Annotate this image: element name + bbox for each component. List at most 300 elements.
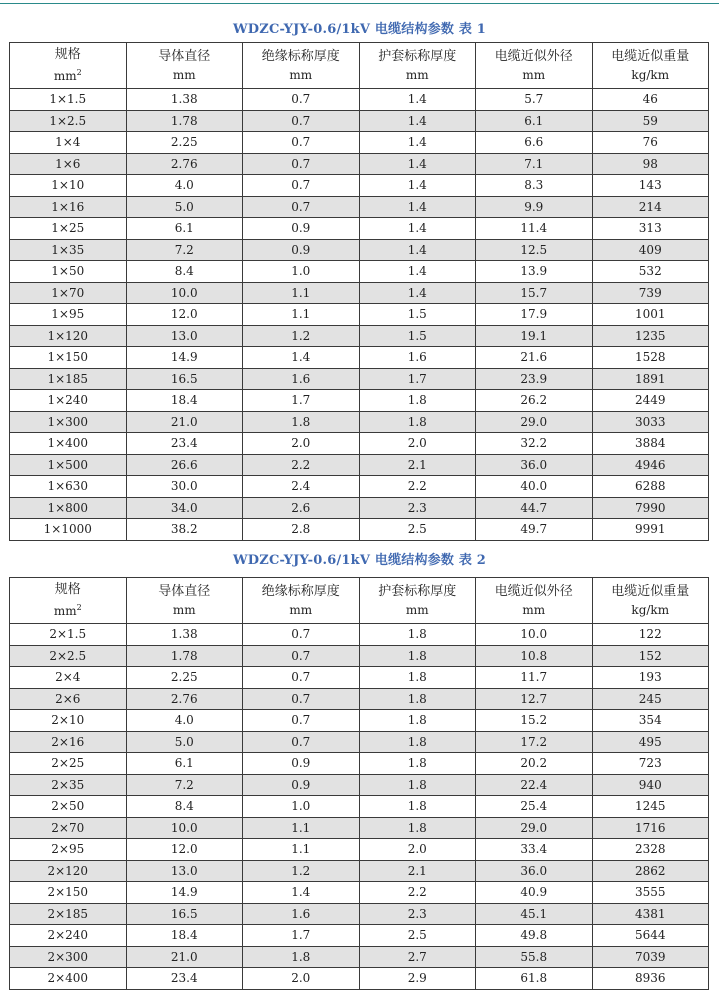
header-cell [592,43,709,89]
table-row [10,175,709,197]
value-cell: 1.4 [359,282,476,304]
spec-cell: 1×35 [10,239,127,261]
value-cell: 5644 [592,925,709,947]
header-label: 绝缘标称厚度 [261,583,340,599]
value-cell: 1.1 [243,282,360,304]
table-row [10,946,709,968]
value-cell: 0.7 [243,710,360,732]
value-cell: 1245 [592,796,709,818]
value-cell: 22.4 [476,774,593,796]
value-cell: 14.9 [126,882,243,904]
value-cell: 193 [592,667,709,689]
table-row [10,110,709,132]
table-row [10,239,709,261]
spec-cell: 2×35 [10,774,127,796]
header-label: 规格 [54,47,81,62]
value-cell: 940 [592,774,709,796]
header-unit: mm [172,602,196,617]
value-cell: 7990 [592,497,709,519]
header-unit: kg/km [631,602,670,617]
value-cell: 1.4 [359,261,476,283]
spec-cell: 1×4 [10,132,127,154]
header-cell [243,43,360,89]
value-cell: 4381 [592,903,709,925]
value-cell: 11.4 [476,218,593,240]
spec-cell: 2×120 [10,860,127,882]
header-cell [10,43,127,89]
header-unit: mm [289,602,313,617]
spec-cell: 1×2.5 [10,110,127,132]
value-cell: 409 [592,239,709,261]
value-cell: 61.8 [476,968,593,990]
value-cell: 30.0 [126,476,243,498]
value-cell: 34.0 [126,497,243,519]
value-cell: 2328 [592,839,709,861]
value-cell: 1001 [592,304,709,326]
header-label: 导体直径 [158,48,211,64]
value-cell: 9.9 [476,196,593,218]
header-cell [243,578,360,624]
table-row [10,839,709,861]
value-cell: 17.2 [476,731,593,753]
value-cell: 55.8 [476,946,593,968]
header-unit: $mm^2$ [53,603,82,618]
value-cell: 2.9 [359,968,476,990]
value-cell: 2.3 [359,903,476,925]
value-cell: 2.1 [359,860,476,882]
spec-cell: 1×630 [10,476,127,498]
table-row [10,645,709,667]
table-header-row [10,43,709,89]
value-cell: 13.9 [476,261,593,283]
value-cell: 2862 [592,860,709,882]
value-cell: 0.7 [243,731,360,753]
value-cell: 1.4 [359,175,476,197]
value-cell: 1.7 [243,925,360,947]
value-cell: 36.0 [476,454,593,476]
value-cell: 5.7 [476,89,593,111]
value-cell: 40.0 [476,476,593,498]
value-cell: 20.2 [476,753,593,775]
value-cell: 29.0 [476,411,593,433]
value-cell: 2.2 [359,882,476,904]
value-cell: 18.4 [126,925,243,947]
value-cell: 11.7 [476,667,593,689]
value-cell: 1.8 [359,667,476,689]
value-cell: 23.4 [126,968,243,990]
table-row [10,710,709,732]
value-cell: 122 [592,624,709,646]
table-row [10,347,709,369]
value-cell: 1.2 [243,860,360,882]
value-cell: 1.8 [359,411,476,433]
value-cell: 1.4 [359,110,476,132]
header-label: 导体直径 [158,583,211,599]
header-unit: kg/km [631,67,670,82]
value-cell: 532 [592,261,709,283]
value-cell: 59 [592,110,709,132]
value-cell: 46 [592,89,709,111]
value-cell: 8.4 [126,796,243,818]
value-cell: 0.7 [243,667,360,689]
value-cell: 18.4 [126,390,243,412]
header-label: 护套标称厚度 [378,48,457,64]
value-cell: 1.8 [359,688,476,710]
table-1-caption [0,18,719,37]
value-cell: 0.7 [243,110,360,132]
value-cell: 2.0 [359,433,476,455]
value-cell: 1.7 [359,368,476,390]
spec-cell: 2×400 [10,968,127,990]
value-cell: 0.7 [243,688,360,710]
value-cell: 1.5 [359,325,476,347]
value-cell: 8.4 [126,261,243,283]
value-cell: 1.4 [359,239,476,261]
table-2-title: WDZC-YJY-0.6/1kV 电缆结构参数 表 2 [232,553,486,568]
top-divider [0,3,719,4]
value-cell: 2.76 [126,688,243,710]
value-cell: 2.2 [243,454,360,476]
header-cell [359,43,476,89]
value-cell: 4946 [592,454,709,476]
value-cell: 4.0 [126,710,243,732]
value-cell: 6.1 [476,110,593,132]
spec-cell: 2×25 [10,753,127,775]
table-header-row [10,578,709,624]
value-cell: 1.8 [243,411,360,433]
table-row [10,132,709,154]
value-cell: 3555 [592,882,709,904]
table-row [10,153,709,175]
value-cell: 1.4 [243,347,360,369]
value-cell: 1.4 [359,132,476,154]
table-row [10,860,709,882]
spec-table-1 [9,42,709,541]
header-unit: $mm^2$ [53,68,82,83]
value-cell: 1.4 [359,196,476,218]
value-cell: 1.8 [359,390,476,412]
table-row [10,282,709,304]
value-cell: 6.1 [126,218,243,240]
value-cell: 12.5 [476,239,593,261]
header-label: 绝缘标称厚度 [261,48,340,64]
spec-cell: 1×240 [10,390,127,412]
table-row [10,731,709,753]
table-row [10,476,709,498]
value-cell: 1.6 [243,903,360,925]
value-cell: 8936 [592,968,709,990]
value-cell: 26.6 [126,454,243,476]
value-cell: 2.3 [359,497,476,519]
value-cell: 0.7 [243,624,360,646]
value-cell: 143 [592,175,709,197]
value-cell: 1.0 [243,796,360,818]
spec-cell: 1×300 [10,411,127,433]
value-cell: 2.4 [243,476,360,498]
table-row [10,390,709,412]
header-label: 电缆近似重量 [611,48,690,64]
value-cell: 2.8 [243,519,360,541]
value-cell: 49.8 [476,925,593,947]
spec-cell: 1×500 [10,454,127,476]
header-cell [126,43,243,89]
value-cell: 0.7 [243,645,360,667]
value-cell: 1.8 [359,731,476,753]
value-cell: 1716 [592,817,709,839]
value-cell: 0.9 [243,218,360,240]
value-cell: 1.8 [359,774,476,796]
header-unit: mm [172,67,196,82]
spec-cell: 2×95 [10,839,127,861]
value-cell: 2.25 [126,132,243,154]
value-cell: 21.0 [126,411,243,433]
value-cell: 5.0 [126,731,243,753]
value-cell: 2.0 [243,968,360,990]
header-label: 规格 [54,582,81,597]
header-label: 电缆近似重量 [611,583,690,599]
value-cell: 1.4 [359,218,476,240]
header-unit: mm [405,67,429,82]
table-row [10,817,709,839]
header-unit: mm [405,602,429,617]
spec-cell: 2×50 [10,796,127,818]
value-cell: 245 [592,688,709,710]
table-row [10,667,709,689]
value-cell: 1.1 [243,839,360,861]
value-cell: 8.3 [476,175,593,197]
spec-cell: 2×2.5 [10,645,127,667]
value-cell: 10.0 [126,817,243,839]
value-cell: 1891 [592,368,709,390]
value-cell: 12.7 [476,688,593,710]
value-cell: 0.9 [243,753,360,775]
table-2-caption [0,549,719,568]
header-cell [476,43,593,89]
value-cell: 2.25 [126,667,243,689]
spec-cell: 1×800 [10,497,127,519]
table-row [10,454,709,476]
value-cell: 723 [592,753,709,775]
value-cell: 40.9 [476,882,593,904]
value-cell: 354 [592,710,709,732]
table-row [10,261,709,283]
spec-cell: 1×150 [10,347,127,369]
value-cell: 13.0 [126,860,243,882]
header-cell [592,578,709,624]
value-cell: 26.2 [476,390,593,412]
value-cell: 1.4 [359,89,476,111]
value-cell: 49.7 [476,519,593,541]
value-cell: 1235 [592,325,709,347]
value-cell: 10.0 [126,282,243,304]
spec-cell: 2×240 [10,925,127,947]
table-row [10,304,709,326]
value-cell: 3884 [592,433,709,455]
table-row [10,368,709,390]
value-cell: 1528 [592,347,709,369]
value-cell: 1.1 [243,817,360,839]
value-cell: 15.2 [476,710,593,732]
value-cell: 98 [592,153,709,175]
table-row [10,433,709,455]
value-cell: 76 [592,132,709,154]
value-cell: 2.5 [359,925,476,947]
value-cell: 38.2 [126,519,243,541]
value-cell: 1.2 [243,325,360,347]
value-cell: 2.1 [359,454,476,476]
value-cell: 0.9 [243,774,360,796]
value-cell: 1.38 [126,624,243,646]
spec-table-2 [9,577,709,990]
value-cell: 1.8 [359,624,476,646]
header-unit: mm [522,67,546,82]
header-cell [126,578,243,624]
value-cell: 25.4 [476,796,593,818]
value-cell: 16.5 [126,903,243,925]
value-cell: 313 [592,218,709,240]
value-cell: 739 [592,282,709,304]
value-cell: 17.9 [476,304,593,326]
value-cell: 4.0 [126,175,243,197]
value-cell: 2.0 [243,433,360,455]
value-cell: 1.78 [126,110,243,132]
value-cell: 1.8 [359,796,476,818]
value-cell: 1.4 [359,153,476,175]
value-cell: 2.76 [126,153,243,175]
value-cell: 1.5 [359,304,476,326]
value-cell: 5.0 [126,196,243,218]
value-cell: 1.4 [243,882,360,904]
header-cell [359,578,476,624]
value-cell: 2.6 [243,497,360,519]
spec-cell: 1×6 [10,153,127,175]
value-cell: 1.6 [243,368,360,390]
header-label: 护套标称厚度 [378,583,457,599]
header-unit: mm [289,67,313,82]
spec-cell: 2×300 [10,946,127,968]
value-cell: 1.8 [243,946,360,968]
value-cell: 10.8 [476,645,593,667]
value-cell: 2449 [592,390,709,412]
table-row [10,218,709,240]
value-cell: 0.7 [243,196,360,218]
spec-cell: 2×6 [10,688,127,710]
value-cell: 7.1 [476,153,593,175]
value-cell: 1.8 [359,753,476,775]
table-row [10,497,709,519]
value-cell: 0.7 [243,153,360,175]
value-cell: 45.1 [476,903,593,925]
spec-cell: 1×400 [10,433,127,455]
value-cell: 1.8 [359,710,476,732]
spec-cell: 1×185 [10,368,127,390]
spec-cell: 1×25 [10,218,127,240]
value-cell: 495 [592,731,709,753]
header-label: 电缆近似外径 [494,583,573,599]
table-row [10,903,709,925]
table-row [10,753,709,775]
value-cell: 1.78 [126,645,243,667]
table-row [10,774,709,796]
value-cell: 6288 [592,476,709,498]
spec-cell: 1×95 [10,304,127,326]
table-row [10,882,709,904]
value-cell: 3033 [592,411,709,433]
spec-cell: 1×10 [10,175,127,197]
value-cell: 1.8 [359,645,476,667]
value-cell: 1.1 [243,304,360,326]
value-cell: 0.7 [243,132,360,154]
table-row [10,325,709,347]
value-cell: 7039 [592,946,709,968]
value-cell: 10.0 [476,624,593,646]
value-cell: 1.0 [243,261,360,283]
table-row [10,624,709,646]
spec-cell: 2×1.5 [10,624,127,646]
value-cell: 23.9 [476,368,593,390]
value-cell: 1.6 [359,347,476,369]
value-cell: 29.0 [476,817,593,839]
value-cell: 16.5 [126,368,243,390]
value-cell: 21.0 [126,946,243,968]
value-cell: 32.2 [476,433,593,455]
spec-cell: 1×1000 [10,519,127,541]
value-cell: 6.6 [476,132,593,154]
table-row [10,411,709,433]
value-cell: 19.1 [476,325,593,347]
value-cell: 7.2 [126,774,243,796]
value-cell: 0.7 [243,175,360,197]
value-cell: 6.1 [126,753,243,775]
table-row [10,925,709,947]
value-cell: 33.4 [476,839,593,861]
value-cell: 14.9 [126,347,243,369]
value-cell: 2.7 [359,946,476,968]
spec-cell: 1×16 [10,196,127,218]
spec-cell: 2×4 [10,667,127,689]
table-row [10,796,709,818]
header-label: 电缆近似外径 [494,48,573,64]
value-cell: 1.38 [126,89,243,111]
table-row [10,196,709,218]
spec-cell: 2×10 [10,710,127,732]
header-cell [10,578,127,624]
spec-cell: 2×150 [10,882,127,904]
value-cell: 44.7 [476,497,593,519]
value-cell: 15.7 [476,282,593,304]
table-1-title: WDZC-YJY-0.6/1kV 电缆结构参数 表 1 [232,22,486,37]
value-cell: 9991 [592,519,709,541]
spec-cell: 1×120 [10,325,127,347]
value-cell: 0.7 [243,89,360,111]
header-unit: mm [522,602,546,617]
value-cell: 36.0 [476,860,593,882]
value-cell: 2.5 [359,519,476,541]
spec-cell: 1×1.5 [10,89,127,111]
spec-cell: 2×16 [10,731,127,753]
value-cell: 12.0 [126,304,243,326]
spec-cell: 2×70 [10,817,127,839]
value-cell: 214 [592,196,709,218]
header-cell [476,578,593,624]
value-cell: 152 [592,645,709,667]
value-cell: 23.4 [126,433,243,455]
spec-cell: 1×50 [10,261,127,283]
value-cell: 12.0 [126,839,243,861]
value-cell: 7.2 [126,239,243,261]
spec-cell: 2×185 [10,903,127,925]
value-cell: 1.8 [359,817,476,839]
